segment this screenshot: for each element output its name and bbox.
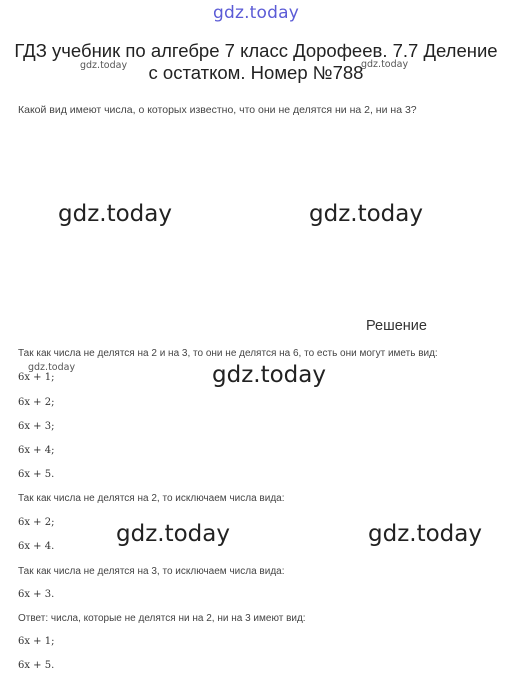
solution-line: Так как числа не делятся на 2, то исключаем числа вида: [18, 493, 285, 504]
watermark-large-4: gdz.today [116, 521, 230, 547]
task-text: Какой вид имеют числа, о которых известно, что они не делятся ни на 2, ни на 3? [18, 104, 417, 116]
site-logo[interactable]: gdz.today [212, 3, 300, 23]
solution-line: Так как числа не делятся на 2 и на 3, то они не делятся на 6, то есть они могут иметь вид: [18, 348, 438, 359]
answer-formula: 6x + 5. [18, 660, 55, 671]
solution-formula: 6x + 1; [18, 372, 55, 383]
page-title: ГДЗ учебник по алгебре 7 класс Дорофеев. 7.7 Деление с остатком. Номер №788 [14, 40, 498, 83]
answer-formula: 6x + 1; [18, 636, 55, 647]
solution-formula: 6x + 4. [18, 541, 55, 552]
watermark-small-1: gdz.today [80, 60, 128, 71]
watermark-large-2: gdz.today [309, 201, 423, 227]
watermark-large-3: gdz.today [212, 362, 326, 388]
watermark-large-5: gdz.today [368, 521, 482, 547]
solution-formula: 6x + 3. [18, 589, 55, 600]
solution-formula: 6x + 4; [18, 445, 55, 456]
watermark-small-3: gdz.today [28, 362, 76, 373]
answer-line: Ответ: числа, которые не делятся ни на 2, ни на 3 имеют вид: [18, 613, 306, 624]
solution-line: Так как числа не делятся на 3, то исключаем числа вида: [18, 566, 285, 577]
solution-formula: 6x + 3; [18, 421, 55, 432]
solution-formula: 6x + 2; [18, 397, 55, 408]
solution-heading: Решение [366, 318, 427, 334]
solution-formula: 6x + 2; [18, 517, 55, 528]
solution-formula: 6x + 5. [18, 469, 55, 480]
watermark-large-1: gdz.today [58, 201, 172, 227]
watermark-small-2: gdz.today [361, 59, 409, 70]
